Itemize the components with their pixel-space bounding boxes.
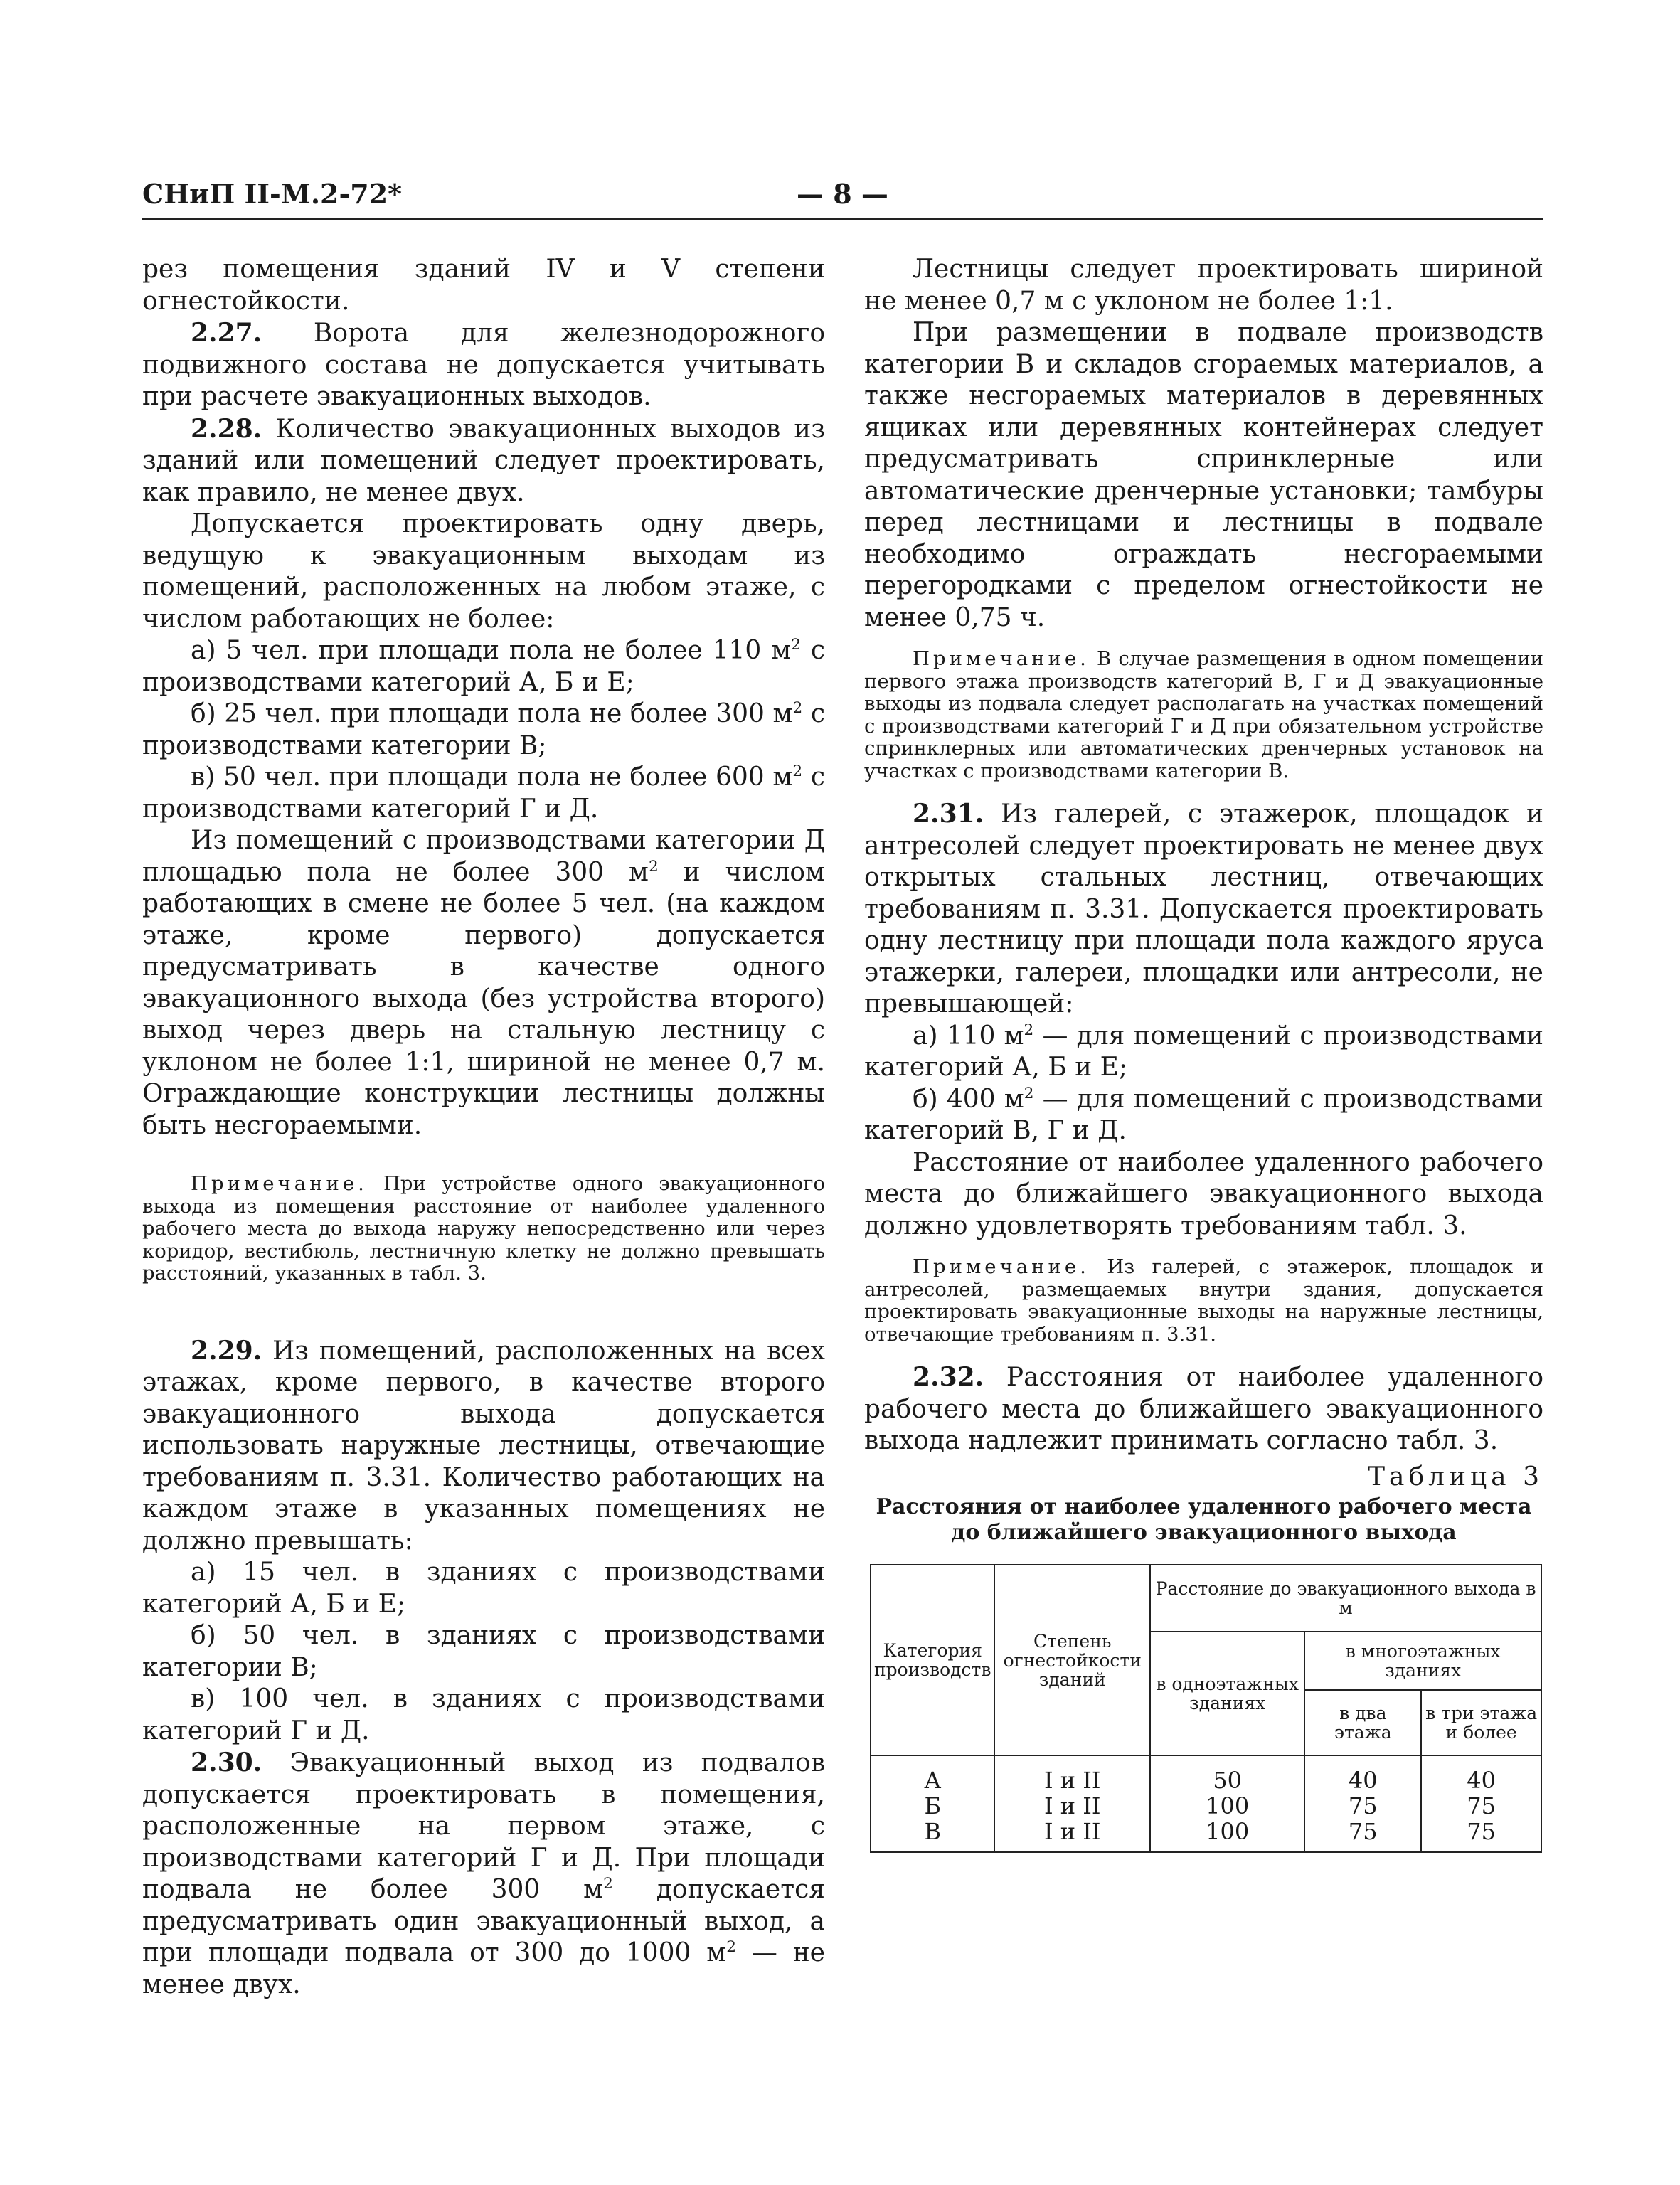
note-text: При устройстве одного эвакуационного выхода из помещения расстояние от наиболее удаленного рабочего места до выхода наружу непосредственно или через коридор, вестибюль, лестничную клетку не должно превышать расстояний, указанных в табл. 3. [142, 1172, 825, 1285]
note [142, 1173, 825, 1285]
list-text: б) 400 м [913, 1084, 1024, 1114]
note-label: Примечание. [913, 1255, 1090, 1278]
superscript: 2 [791, 636, 801, 654]
paragraph: рез помещения зданий IV и V степени огнестойкости. [142, 255, 825, 316]
note-label: Примечание. [913, 647, 1090, 670]
clause-number: 2.29. [191, 1335, 262, 1366]
clause-2-32 [864, 1361, 1543, 1457]
header-one-storey: в одноэтажных зданиях [1150, 1632, 1304, 1755]
clause-text: — не менее двух. [142, 1938, 825, 1999]
clause-text: допускается предусматривать один эвакуационный выход, а при площади подвала от 300 до 1000 м [142, 1875, 825, 1967]
three-storey-cells [1421, 1755, 1541, 1852]
table-body [871, 1755, 1541, 1852]
clause-text: Из галерей, с этажерок, площадок и антресолей следует проектировать не менее двух открытых стальных лестниц, отвечающих требованиям п. 3.31. Допускается проектировать одну лестницу при площади пола каждого яруса этажерки, галереи, площадки или антресоли, не превышающей: [864, 799, 1543, 1019]
superscript: 2 [1024, 1084, 1034, 1102]
paragraph: Лестницы следует проектировать шириной не менее 0,7 м с уклоном не более 1:1. [864, 255, 1543, 316]
header-two-storey: в два этажа [1304, 1690, 1421, 1755]
list-text: — для помещений с производствами категорий А, Б и Е; [864, 1021, 1543, 1082]
clause-2-29 [142, 1335, 825, 1558]
header-degree: Степень огнестойкости зданий [994, 1565, 1150, 1755]
table-cell: 50 [1213, 1767, 1243, 1794]
paragraph: Расстояние от наиболее удаленного рабочего места до ближайшего эвакуационного выхода должно удовлетворять требованиям табл. 3. [864, 1147, 1543, 1240]
header-rule [142, 218, 1543, 220]
list-text: — для помещений с производствами категорий В, Г и Д. [864, 1084, 1543, 1145]
table-cell: 40 [1467, 1767, 1496, 1794]
clause-number: 2.28. [191, 413, 262, 444]
list-item [864, 1021, 1543, 1084]
header-distance: Расстояние до эвакуационного выхода в м [1150, 1565, 1541, 1632]
list-text: с производствами категорий Г и Д. [142, 762, 826, 824]
clause-2-31 [864, 798, 1543, 1021]
list-item: б) 50 чел. в зданиях с производствами категории В; [142, 1621, 825, 1682]
clause-text: Количество эвакуационных выходов из зданий или помещений следует проектировать, как правило, не менее двух. [142, 414, 825, 507]
clause-text: Из помещений, расположенных на всех этажах, кроме первого, в качестве второго эвакуационного выхода допускается использовать наружные лестницы, отвечающие требованиям п. 3.31. Количество работающих на каждом этаже в указанных помещениях не должно превышать: [142, 1336, 825, 1556]
list-item: а) 15 чел. в зданиях с производствами категорий А, Б и Е; [142, 1558, 825, 1619]
table-cell: 75 [1348, 1792, 1378, 1819]
table-cell: I и II [1043, 1792, 1101, 1819]
clause-2-27 [142, 317, 825, 413]
clause-number: 2.32. [913, 1362, 984, 1392]
category-cells [871, 1755, 994, 1852]
table-cell: В [924, 1818, 941, 1845]
table-cell: I и II [1043, 1767, 1101, 1794]
table-cell: А [924, 1767, 942, 1794]
note-text: Из галерей, с этажерок, площадок и антресолей, размещаемых внутри здания, допускается проектировать эвакуационные выходы на наружные лестницы, отвечающие требованиям п. 3.31. [864, 1255, 1543, 1346]
note-text: В случае размещения в одном помещении первого этажа производств категорий В, Г и Д эвакуационные выходы из подвала следует располагать на участках помещений с производствами категорий Г и Д при обязательном устройстве спринклерных или автоматических дренчерных установок на участках с производствами категории В. [864, 647, 1543, 782]
superscript: 2 [792, 699, 803, 717]
table-cell: 100 [1206, 1792, 1250, 1819]
note [864, 1256, 1543, 1346]
clause-number: 2.31. [913, 799, 984, 829]
left-column [142, 254, 825, 2001]
table-cell: 40 [1348, 1767, 1378, 1794]
clause-number: 2.30. [191, 1748, 262, 1777]
table-cell: I и II [1043, 1818, 1101, 1845]
degree-cells [994, 1755, 1150, 1852]
superscript: 2 [792, 762, 803, 780]
list-text: с производствами категории В; [142, 699, 826, 760]
paragraph [142, 825, 825, 1142]
list-text: а) 5 чел. при площади пола не более 110 м [191, 636, 792, 665]
table-cell: 75 [1348, 1818, 1378, 1845]
list-item [142, 762, 825, 825]
paragraph-text: Из помещений с производствами категории Д площадью пола не более 300 м [142, 826, 825, 887]
distance-table [870, 1564, 1542, 1853]
note [864, 648, 1543, 782]
superscript: 2 [603, 1875, 613, 1893]
superscript: 2 [648, 857, 659, 876]
table-cell: 75 [1467, 1792, 1496, 1819]
list-item [142, 698, 825, 762]
page-number: — 8 — [797, 178, 888, 210]
clause-2-30 [142, 1747, 825, 2001]
list-item [142, 635, 825, 698]
table-title: Расстояния от наиболее удаленного рабочего места до ближайшего эвакуационного выхода [876, 1494, 1532, 1545]
list-text: б) 25 чел. при площади пола не более 300 м [191, 699, 793, 728]
clause-text: Эвакуационный выход из подвалов допускается проектировать в помещения, расположенные на первом этаже, с производствами категорий Г и Д. При площади подвала не более 300 м [142, 1748, 825, 1904]
clause-2-28 [142, 413, 825, 509]
paragraph-text: и числом работающих в смене не более 5 чел. (на каждом этаже, кроме первого) допускается предусматривать в качестве одного эвакуационного выхода (без устройства второго) выход через дверь на стальную лестницу с уклоном не более 1:1, шириной не менее 0,7 м. Ограждающие конструкции лестницы должны быть несгораемыми. [142, 857, 825, 1140]
paragraph: Допускается проектировать одну дверь, ведущую к эвакуационным выходам из помещений, расположенных на любом этаже, с числом работающих не более: [142, 509, 825, 634]
list-text: в) 50 чел. при площади пола не более 600 м [191, 762, 793, 792]
table-cell: 75 [1467, 1818, 1496, 1845]
superscript: 2 [1024, 1021, 1034, 1039]
note-label: Примечание. [191, 1172, 368, 1195]
list-item [864, 1084, 1543, 1147]
clause-text: Расстояния от наиболее удаленного рабочего места до ближайшего эвакуационного выхода надлежит принимать согласно табл. 3. [864, 1363, 1543, 1455]
table-number: Таблица 3 [1368, 1462, 1543, 1492]
document-code: СНиП II-М.2-72* [142, 178, 403, 210]
superscript: 2 [726, 1938, 736, 1956]
header-three-storey: в три этажа и более [1421, 1690, 1541, 1755]
clause-number: 2.27. [191, 318, 262, 348]
two-storey-cells [1304, 1755, 1421, 1852]
clause-text: Ворота для железнодорожного подвижного состава не допускается учитывать при расчете эвакуационных выходов. [142, 319, 826, 411]
paragraph: При размещении в подвале производств категории В и складов сгораемых материалов, а также несгораемых материалов в деревянных ящиках или деревянных контейнерах следует предусматривать спринклерные или автоматические дренчерные установки; тамбуры перед лестницами и лестницы в подвале необходимо ограждать несгораемыми перегородками с пределом огнестойкости не менее 0,75 ч. [864, 318, 1543, 632]
list-text: с производствами категорий А, Б и Е; [142, 636, 826, 697]
page-header [142, 178, 1543, 220]
one-storey-cells [1150, 1755, 1304, 1852]
header-multi-storey: в многоэтажных зданиях [1304, 1632, 1541, 1690]
table-cell: 100 [1206, 1818, 1250, 1845]
list-item: в) 100 чел. в зданиях с производствами категорий Г и Д. [142, 1684, 825, 1745]
list-text: а) 110 м [913, 1021, 1024, 1051]
table-header-row [871, 1565, 1541, 1632]
table-cell: Б [924, 1792, 941, 1819]
header-category: Категория производств [871, 1565, 994, 1755]
right-column [864, 254, 1543, 1853]
